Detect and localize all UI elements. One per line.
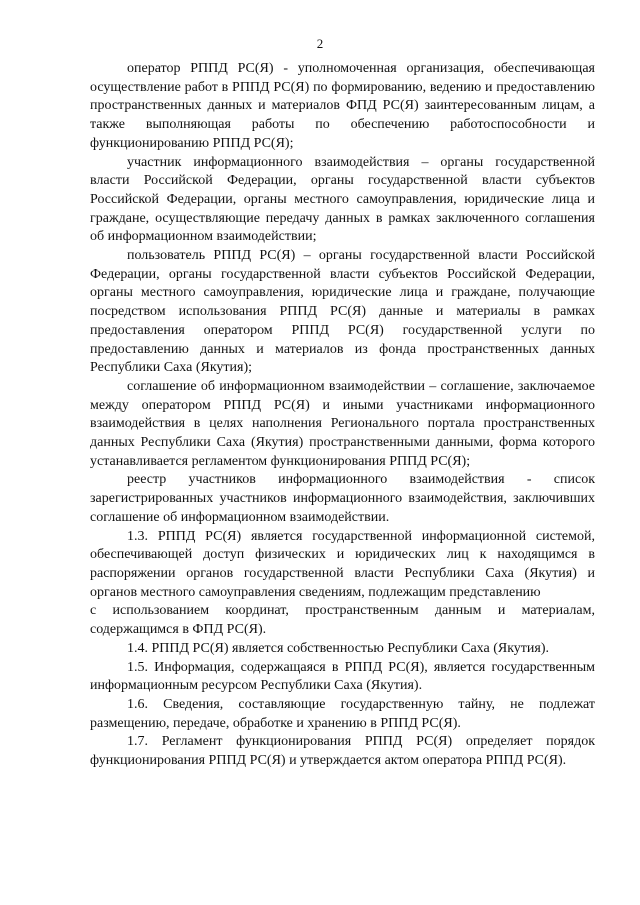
- clause-1-4: 1.4. РППД РС(Я) является собственностью Республики Саха (Якутия).: [127, 640, 550, 656]
- document-body: [90, 60, 595, 771]
- clause-1-5: 1.5. Информация, содержащаяся в РППД РС(Я), является государственным информационным ресурсом Республики Саха (Якутия).: [90, 659, 595, 694]
- definition-participant: участник информационного взаимодействия – органы государственной власти Российской Федерации, органы государственной власти субъектов Российской Федерации, органы местного самоуправления, юридические лица и граждане, осуществляющие передачу данных в рамках заключенного соглашения об информационном взаимодействии;: [90, 154, 595, 245]
- page-number: 2: [316, 36, 324, 51]
- clause-1-3-continuation: с использованием координат, пространственным данным и материалам, содержащимся в ФПД РС(Я).: [90, 603, 595, 638]
- definition-user: пользователь РППД РС(Я) – органы государственной власти Российской Федерации, органы государственной власти субъектов Российской Федерации, органы местного самоуправления, юридические лица и граждане, получающие посредством использования РППД РС(Я) данные и материалы в рамках предоставления оператором РППД РС(Я) государственной услуги по предоставлению данных и материалов из фонда пространственных данных Республики Саха (Якутия);: [90, 248, 595, 376]
- definition-registry: реестр участников информационного взаимодействия - список зарегистрированных участников информационного взаимодействия, заключивших соглашение об информационном взаимодействии.: [90, 472, 595, 525]
- definition-agreement: соглашение об информационном взаимодействии – соглашение, заключаемое между оператором РППД РС(Я) и иными участниками информационного взаимодействия в целях наполнения Регионального портала пространственных данных Республики Саха (Якутия) пространственными данными, форма которого устанавливается регламентом функционирования РППД РС(Я);: [90, 378, 595, 469]
- definition-operator: оператор РППД РС(Я) - уполномоченная организация, обеспечивающая осуществление работ в РППД РС(Я) по формированию, ведению и предоставлению пространственных данных и материалов ФПД РС(Я) заинтересованным лицам, а также выполняющая работы по обеспечению работоспособности и функционированию РППД РС(Я);: [90, 61, 595, 151]
- clause-1-3: 1.3. РППД РС(Я) является государственной информационной системой, обеспечивающей доступ физических и юридических лиц к находящимся в распоряжении органов государственной власти Республики Саха (Якутия) и органов местного самоуправления сведениям, подлежащим представлению: [90, 528, 595, 600]
- clause-1-6: 1.6. Сведения, составляющие государственную тайну, не подлежат размещению, передаче, обработке и хранению в РППД РС(Я).: [90, 696, 595, 731]
- clause-1-7: 1.7. Регламент функционирования РППД РС(Я) определяет порядок функционирования РППД РС(Я) и утверждается актом оператора РППД РС(Я).: [90, 734, 595, 769]
